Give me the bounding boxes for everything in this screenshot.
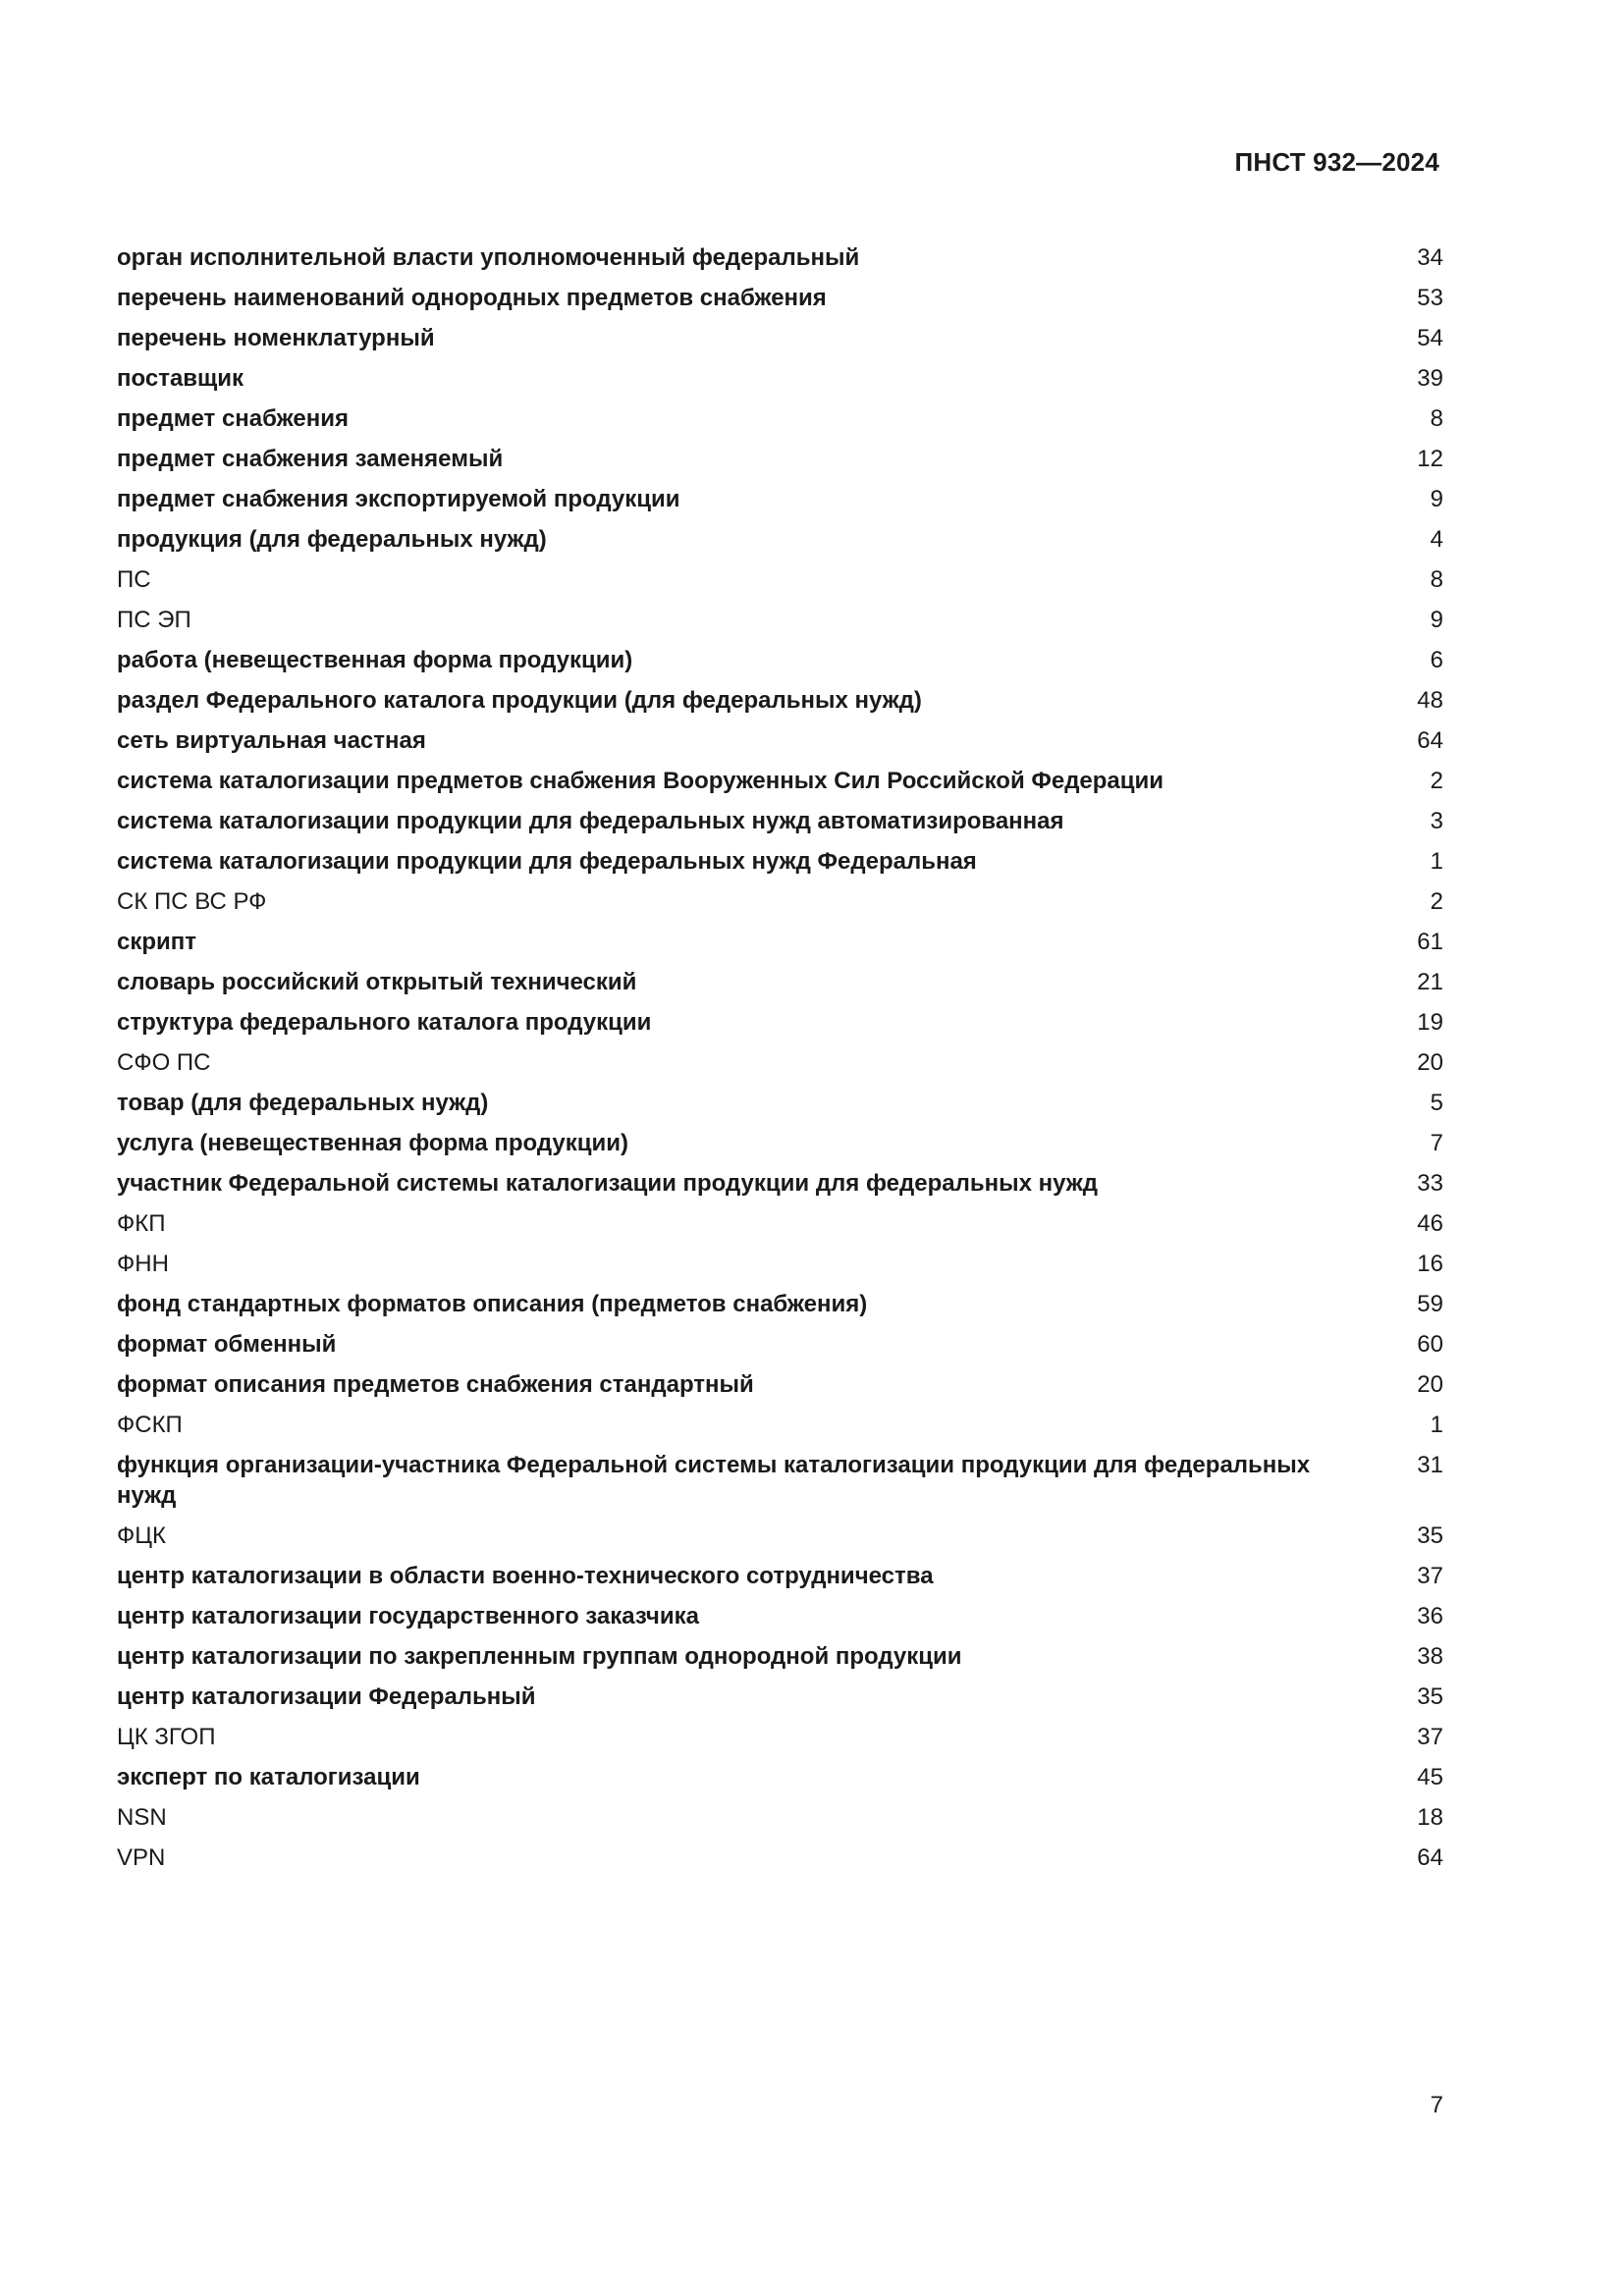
index-entry-number: 39 <box>1417 365 1443 392</box>
index-term: ЦК ЗГОП <box>117 1724 216 1750</box>
index-entry <box>117 360 1443 400</box>
index-entry <box>117 561 1443 602</box>
index-entry <box>117 1638 1443 1679</box>
index-entry-number: 1 <box>1430 848 1443 875</box>
index-term: предмет снабжения <box>117 405 349 432</box>
index-entry-number: 34 <box>1417 244 1443 271</box>
index-entry-number: 37 <box>1417 1724 1443 1750</box>
index-entry-number: 35 <box>1417 1522 1443 1549</box>
index-entry <box>117 883 1443 924</box>
index-term: центр каталогизации в области военно-технического сотрудничества <box>117 1563 934 1589</box>
index-entry-number: 4 <box>1430 526 1443 553</box>
index-entry <box>117 1518 1443 1558</box>
index-entry-number: 64 <box>1417 1844 1443 1871</box>
index-entry-number: 35 <box>1417 1683 1443 1710</box>
index-entry-number: 16 <box>1417 1251 1443 1277</box>
index-term: ФНН <box>117 1251 169 1277</box>
index-entry <box>117 843 1443 883</box>
index-entry <box>117 1598 1443 1638</box>
index-entry <box>117 682 1443 722</box>
index-entry-number: 18 <box>1417 1804 1443 1831</box>
index-term: центр каталогизации по закрепленным группам однородной продукции <box>117 1643 962 1670</box>
index-entry-number: 60 <box>1417 1331 1443 1358</box>
index-entry-number: 59 <box>1417 1291 1443 1317</box>
index-entry-number: 61 <box>1417 929 1443 955</box>
index-term: формат описания предметов снабжения стандартный <box>117 1371 754 1398</box>
index-term: структура федерального каталога продукции <box>117 1009 652 1036</box>
index-entry <box>117 602 1443 642</box>
index-entry <box>117 1044 1443 1085</box>
index-term: ФЦК <box>117 1522 166 1549</box>
index-term: система каталогизации продукции для федеральных нужд Федеральная <box>117 848 977 875</box>
index-term: NSN <box>117 1804 167 1831</box>
index-entry-number: 1 <box>1430 1412 1443 1438</box>
index-entry <box>117 924 1443 964</box>
index-entry-number: 53 <box>1417 285 1443 311</box>
index-term: услуга (невещественная форма продукции) <box>117 1130 628 1156</box>
index-entry <box>117 1085 1443 1125</box>
index-entry <box>117 240 1443 280</box>
index-entry-number: 2 <box>1430 888 1443 915</box>
index-entry <box>117 1205 1443 1246</box>
index-entry <box>117 1719 1443 1759</box>
index-term: функция организации-участника Федеральной системы каталогизации продукции для федеральных нужд <box>117 1452 1311 1509</box>
term-index <box>117 240 1443 1880</box>
index-entry-number: 36 <box>1417 1603 1443 1629</box>
index-entry-number: 38 <box>1417 1643 1443 1670</box>
index-term: перечень наименований однородных предметов снабжения <box>117 285 827 311</box>
index-term: ПС ЭП <box>117 607 191 633</box>
index-entry <box>117 1286 1443 1326</box>
index-entry <box>117 1558 1443 1598</box>
index-term: VPN <box>117 1844 166 1871</box>
index-entry-number: 7 <box>1430 1130 1443 1156</box>
index-entry <box>117 400 1443 441</box>
index-entry-number: 31 <box>1417 1452 1443 1478</box>
index-entry-number: 20 <box>1417 1371 1443 1398</box>
index-term: орган исполнительной власти уполномоченный федеральный <box>117 244 860 271</box>
index-entry-number: 8 <box>1430 405 1443 432</box>
index-entry <box>117 1407 1443 1447</box>
index-entry <box>117 1165 1443 1205</box>
index-term: участник Федеральной системы каталогизации продукции для федеральных нужд <box>117 1170 1098 1197</box>
index-entry-number: 64 <box>1417 727 1443 754</box>
index-entry-number: 9 <box>1430 607 1443 633</box>
index-entry <box>117 521 1443 561</box>
index-entry-number: 54 <box>1417 325 1443 351</box>
index-entry-number: 19 <box>1417 1009 1443 1036</box>
index-entry <box>117 1246 1443 1286</box>
index-entry <box>117 1840 1443 1880</box>
index-entry-number: 21 <box>1417 969 1443 995</box>
index-entry <box>117 1366 1443 1407</box>
index-term: работа (невещественная форма продукции) <box>117 647 633 673</box>
index-term: сеть виртуальная частная <box>117 727 426 754</box>
index-term: СФО ПС <box>117 1049 211 1076</box>
index-term: предмет снабжения экспортируемой продукции <box>117 486 680 512</box>
index-term: СК ПС ВС РФ <box>117 888 267 915</box>
index-entry-number: 33 <box>1417 1170 1443 1197</box>
index-term: система каталогизации предметов снабжения Вооруженных Сил Российской Федерации <box>117 768 1164 794</box>
page-number: 7 <box>1430 2092 1443 2118</box>
index-entry <box>117 642 1443 682</box>
index-term: система каталогизации продукции для федеральных нужд автоматизированная <box>117 808 1064 834</box>
index-entry <box>117 1326 1443 1366</box>
index-entry <box>117 763 1443 803</box>
index-entry <box>117 441 1443 481</box>
index-term: раздел Федерального каталога продукции (для федеральных нужд) <box>117 687 922 714</box>
index-entry-number: 20 <box>1417 1049 1443 1076</box>
index-term: ПС <box>117 566 151 593</box>
index-term: эксперт по каталогизации <box>117 1764 420 1790</box>
index-entry-number: 46 <box>1417 1210 1443 1237</box>
index-entry-number: 6 <box>1430 647 1443 673</box>
index-term: предмет снабжения заменяемый <box>117 446 504 472</box>
index-entry <box>117 280 1443 320</box>
index-term: перечень номенклатурный <box>117 325 435 351</box>
index-term: скрипт <box>117 929 197 955</box>
index-entry-number: 3 <box>1430 808 1443 834</box>
index-term: товар (для федеральных нужд) <box>117 1090 489 1116</box>
index-term: центр каталогизации государственного заказчика <box>117 1603 699 1629</box>
index-entry <box>117 964 1443 1004</box>
index-entry-number: 5 <box>1430 1090 1443 1116</box>
index-entry <box>117 1125 1443 1165</box>
index-entry-number: 9 <box>1430 486 1443 512</box>
index-entry-number: 12 <box>1417 446 1443 472</box>
index-term: поставщик <box>117 365 244 392</box>
index-entry-number: 2 <box>1430 768 1443 794</box>
index-entry <box>117 803 1443 843</box>
index-entry <box>117 320 1443 360</box>
index-entry <box>117 1004 1443 1044</box>
index-term: центр каталогизации Федеральный <box>117 1683 536 1710</box>
index-entry-number: 37 <box>1417 1563 1443 1589</box>
index-entry <box>117 481 1443 521</box>
index-entry-number: 45 <box>1417 1764 1443 1790</box>
index-term: фонд стандартных форматов описания (предметов снабжения) <box>117 1291 868 1317</box>
index-term: ФКП <box>117 1210 166 1237</box>
index-term: словарь российский открытый технический <box>117 969 637 995</box>
index-entry-number: 8 <box>1430 566 1443 593</box>
index-term: продукция (для федеральных нужд) <box>117 526 547 553</box>
index-term: формат обменный <box>117 1331 337 1358</box>
index-entry-number: 48 <box>1417 687 1443 714</box>
index-entry <box>117 1799 1443 1840</box>
index-entry <box>117 1447 1443 1518</box>
index-term: ФСКП <box>117 1412 183 1438</box>
document-code: ПНСТ 932—2024 <box>1234 147 1439 177</box>
index-entry <box>117 722 1443 763</box>
index-entry <box>117 1759 1443 1799</box>
index-entry <box>117 1679 1443 1719</box>
